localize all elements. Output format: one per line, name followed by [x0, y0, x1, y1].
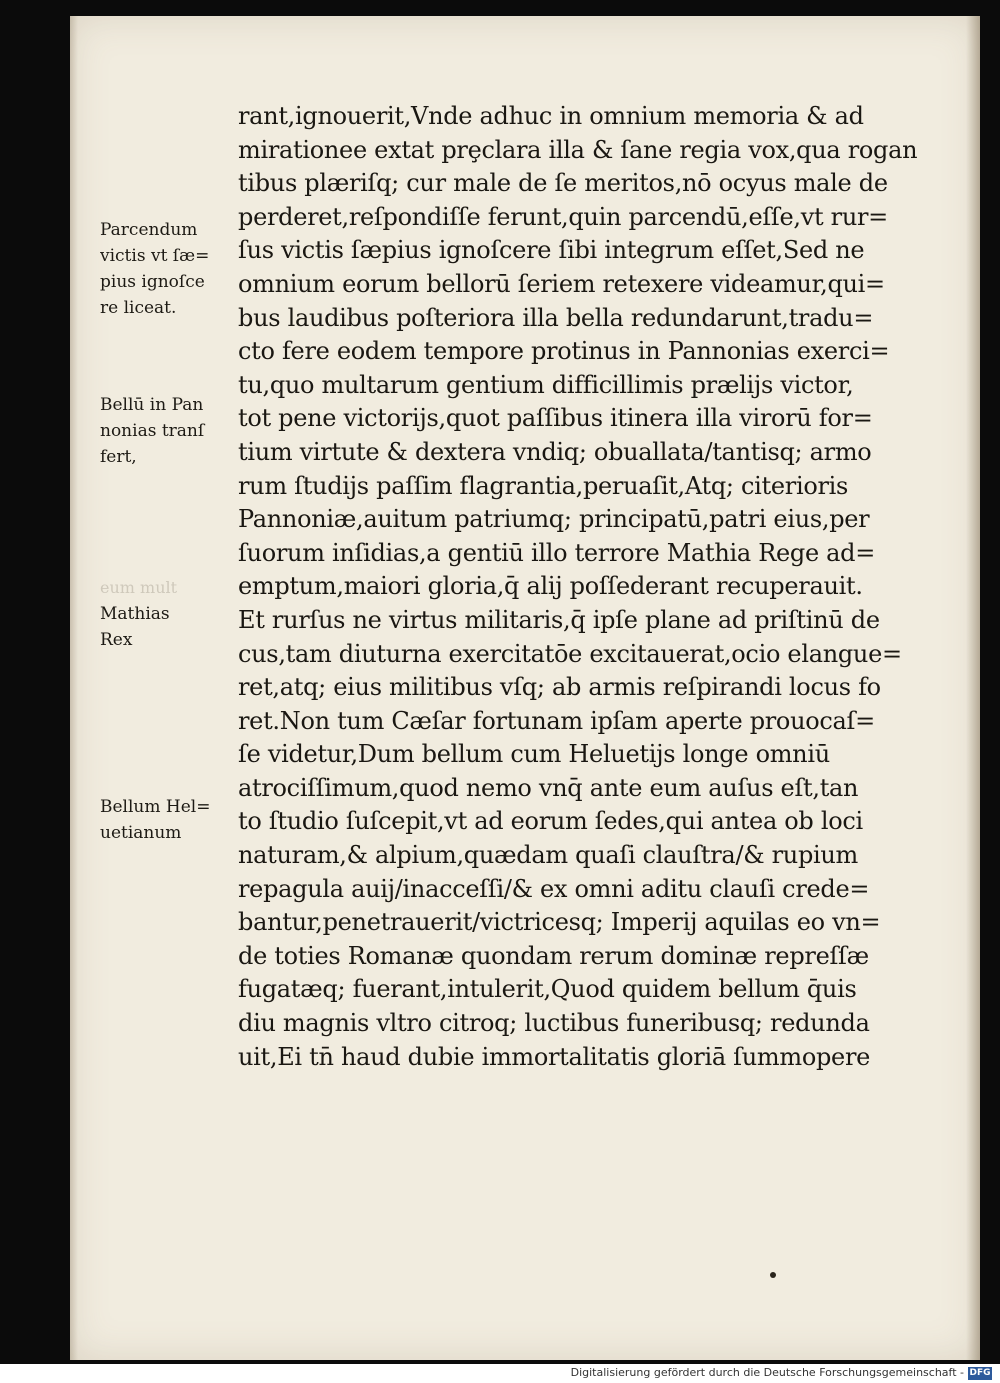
text-line: tot pene victorijs,quot paſſibus itinera illa virorū for= [238, 404, 873, 433]
text-line: ſuorum inſidias,a gentiū illo terrore Mathia Rege ad= [238, 538, 876, 567]
text-line: tibus plæriſq; cur male de ſe meritos,nō ocyus male de [238, 169, 888, 198]
show-through-text: eum mult [100, 578, 178, 597]
text-line: mirationee extat prȩclara illa & ſane regia vox,qua rogan [238, 135, 918, 164]
text-line: atrociſſimum,quod nemo vnq̄ ante eum auſus eſt,tan [238, 773, 859, 802]
marginal-line: Rex [100, 630, 133, 650]
marginal-line: victis vt ſæ= [100, 246, 210, 266]
marginal-line: Bellum Hel= [100, 797, 211, 817]
marginal-note-bellum-pannonias [100, 392, 232, 470]
text-line: omnium eorum bellorū ſeriem retexere videamur,qui= [238, 269, 885, 298]
marginal-line: uetianum [100, 823, 182, 843]
marginal-line: pius ignoſce [100, 272, 205, 292]
marginal-note-parcendum [100, 217, 232, 321]
dfg-logo: DFG [969, 1368, 991, 1378]
text-line: Pannoniæ,auitum patriumq; principatū,patri eius,per [238, 505, 870, 534]
text-line: uit,Ei tn̄ haud dubie immortalitatis gloriā ſummopere [238, 1042, 871, 1071]
text-line: bantur,penetrauerit/victricesq; Imperij aquilas eo vn= [238, 908, 881, 937]
funding-notice: Digitalisierung gefördert durch die Deutsche Forschungsgemeinschaft - [570, 1366, 964, 1379]
footer-bar [0, 1364, 1000, 1383]
text-line: perderet,reſpondiſſe ferunt,quin parcendū,eſſe,vt rur= [238, 202, 888, 231]
marginal-line: re liceat. [100, 298, 177, 318]
text-line: diu magnis vltro citroq; luctibus funeribusq; redunda [238, 1009, 870, 1038]
ink-dot [770, 1272, 776, 1278]
text-line: ret.Non tum Cæſar fortunam ipſam aperte prouocaſ= [238, 706, 875, 735]
text-line: de toties Romanæ quondam rerum dominæ repreſſæ [238, 941, 869, 970]
marginal-line: nonias tranſ [100, 421, 205, 441]
text-line: naturam,& alpium,quædam quaſi clauſtra/& rupium [238, 841, 859, 870]
marginal-line: Mathias [100, 604, 170, 624]
marginal-note-bellum-helvetianum [100, 794, 232, 846]
marginal-note-mathias [100, 601, 232, 653]
text-line: Et rurſus ne virtus militaris,q̄ ipſe plane ad priſtinū de [238, 605, 880, 634]
text-line: tu,quo multarum gentium difficillimis prælijs victor, [238, 370, 854, 399]
text-line: ret,atq; eius militibus vſq; ab armis reſpirandi locus fo [238, 673, 881, 702]
text-line: to ſtudio ſuſcepit,vt ad eorum ſedes,qui antea ob loci [238, 807, 863, 836]
text-line: emptum,maiori gloria,q̄ alij poſſederant recuperauit. [238, 572, 863, 601]
text-line: rum ſtudijs paſſim flagrantia,peruaſit,Atq; citerioris [238, 471, 849, 500]
text-line: bus laudibus poſteriora illa bella redundarunt,tradu= [238, 303, 874, 332]
text-line: fugatæq; fuerant,intulerit,Quod quidem bellum q̄uis [238, 975, 857, 1004]
text-line: ſus victis ſæpius ignoſcere ſibi integrum eſſet,Sed ne [238, 236, 865, 265]
page-edge-shadow [966, 16, 980, 1360]
text-line: cto fere eodem tempore protinus in Pannonias exerci= [238, 337, 890, 366]
book-page [70, 16, 980, 1360]
text-line: ſe videtur,Dum bellum cum Heluetijs longe omniū [238, 740, 830, 769]
text-line: cus,tam diuturna exercitatōe excitauerat,ocio elangue= [238, 639, 902, 668]
text-line: repagula auij/inacceſſi/& ex omni aditu clauſi crede= [238, 874, 870, 903]
marginal-line: Parcendum [100, 220, 198, 240]
marginal-line: fert, [100, 447, 137, 467]
marginal-line: Bellū in Pan [100, 395, 204, 415]
main-text-block [238, 100, 958, 1074]
page-gutter-shadow [70, 16, 78, 1360]
text-line: rant,ignouerit,Vnde adhuc in omnium memoria & ad [238, 102, 864, 130]
text-line: tium virtute & dextera vndiq; obuallata/tantisq; armo [238, 437, 872, 466]
